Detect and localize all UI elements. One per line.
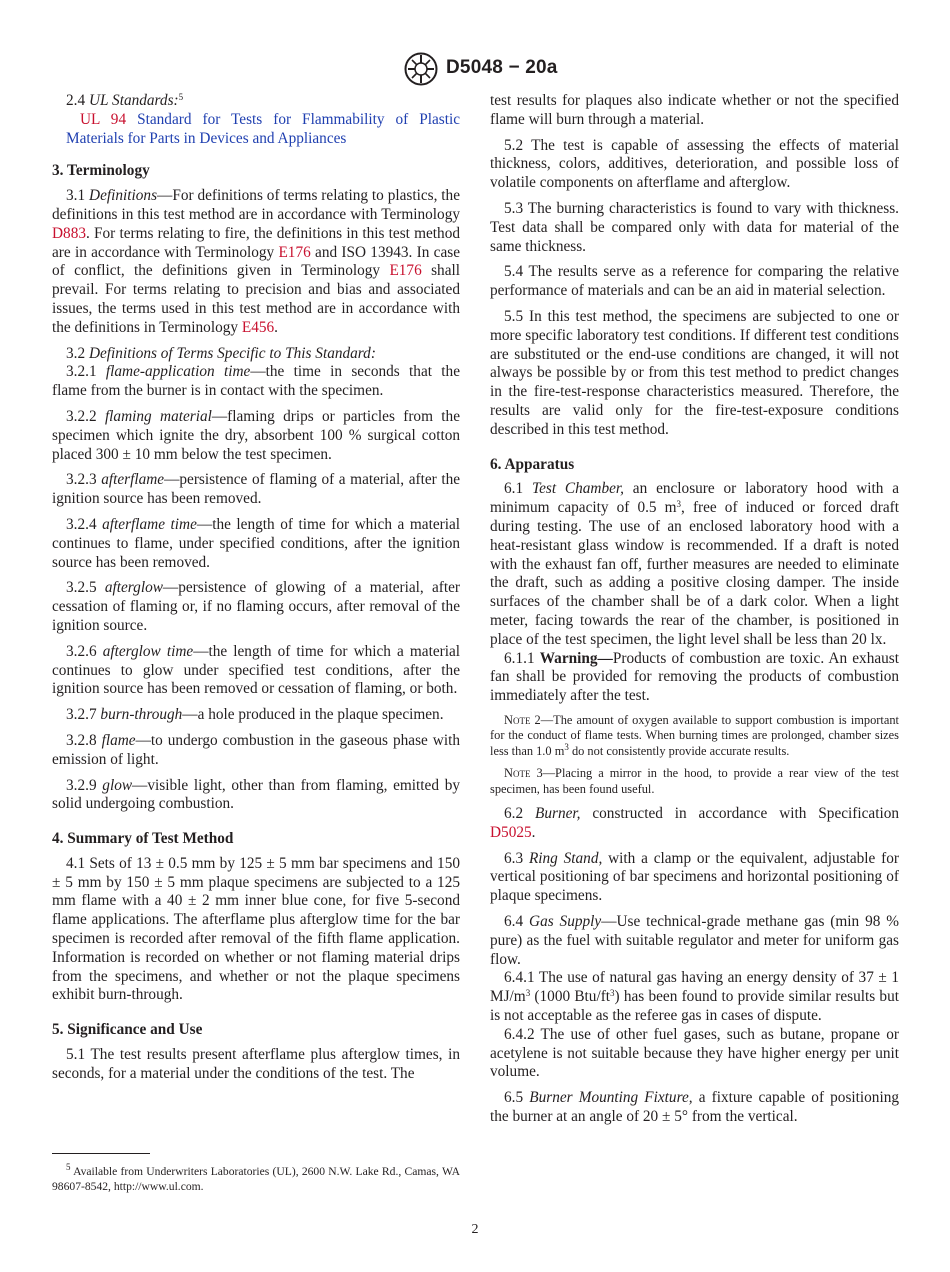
section-5-3: 5.3 The burning characteristics is found to vary with thickness. Test data shall be compared only with data for material of the same thickness. [490, 199, 899, 255]
section-5-1: 5.1 The test results present afterflame plus afterglow times, in seconds, for a material under the conditions of the test. The [52, 1046, 460, 1082]
ref-d5025-link[interactable]: D5025 [490, 823, 532, 841]
definition-3-2-3: 3.2.3 afterflame—persistence of flaming of a material, after the ignition source has been removed. [52, 471, 461, 508]
section-2-4: 2.4 UL Standards:$^5$ [66, 92, 184, 109]
ref-e176-link-2[interactable]: E176 [389, 262, 422, 280]
right-column [490, 92, 899, 1134]
footnote-5: $^5$ Available from Underwriters Laboratories (UL), 2600 N.W. Lake Rd., Camas, WA 98607-8542, http://www.ul.com. [52, 1162, 460, 1193]
ul94-title-link[interactable]: Standard for Tests for Flammability of Plastic Materials for Parts in Devices and Appliances [66, 110, 460, 147]
section-3-1: 3.1 Definitions—For definitions of terms relating to plastics, the definitions in this test method are in accordance with Terminology D883. For terms relating to fire, the definitions in this test method are in accordance with Terminology E176 and ISO 13943. In case of conflict, the definitions given in Terminology E176 shall prevail. For terms relating to precision and bias and associated issues, the terms used in this test method are in accordance with the definitions in Terminology E456. [52, 187, 460, 336]
section-5-4: 5.4 The results serve as a reference for comparing the relative performance of materials and can be an aid in material selection. [490, 263, 899, 300]
note-3: Note 3—Placing a mirror in the hood, to provide a rear view of the test specimen, has been found useful. [490, 766, 900, 796]
note-2: Note 2—The amount of oxygen available to support combustion is important for the conduct of flame tests. When burning times are prolonged, chamber sizes less than 1.0 $m^3$ do not consistently provide accurate results. [490, 712, 899, 758]
section-6-2: 6.2 Burner, constructed in accordance with Specification D5025. [490, 804, 899, 841]
section-5-2: 5.2 The test is capable of assessing the effects of material thickness, colors, additives, deterioration, and possible loss of volatile components on afterflame and afterglow. [490, 136, 899, 192]
ul94-code-link[interactable]: UL 94 [80, 110, 127, 128]
ul94-reference[interactable] [52, 111, 460, 149]
footnote-divider [52, 1153, 150, 1154]
section-6-5: 6.5 Burner Mounting Fixture, a fixture capable of positioning the burner at an angle of 20 ± 5° from the vertical. [490, 1089, 899, 1125]
astm-logo-icon [404, 52, 438, 86]
page-number: 2 [471, 1222, 479, 1237]
section-5-heading: 5. Significance and Use [52, 1021, 203, 1039]
section-6-4-1: 6.4.1 The use of natural gas having an energy density of 37 ± 1 $MJ/m^3$ (1000 Btu/$ft^3$) has been found to provide similar results but is not acceptable as the referee gas in cases of dispute. [490, 969, 899, 1024]
definition-3-2-4: 3.2.4 afterflame time—the length of time for which a material continues to flame, under specified conditions, after the ignition source has been removed. [52, 515, 460, 571]
ref-e176-link[interactable]: E176 [278, 243, 311, 261]
section-4-1: 4.1 Sets of 13 ± 0.5 mm by 125 ± 5 mm bar specimens and 150 ± 5 mm by 150 ± 5 mm plaque specimens are subjected to a 125 mm flame with a 40 ± 2 mm inner blue cone, for five 5-second flame applications. The afterflame plus afterglow time for the bar specimen is recorded after removal of the fifth flame application. Information is recorded on whether or not flaming material drips from the specimens, and whether or not the plaque specimens exhibit burn-through. [52, 854, 460, 1004]
definition-3-2-9: 3.2.9 glow—visible light, other than from flaming, emitted by solid undergoing combustion. [52, 776, 460, 813]
section-5-5: 5.5 In this test method, the specimens are subjected to one or more specific laboratory test conditions. If different test conditions are substituted or the end-use conditions are changed, it will not always be possible by or from this test method to predict changes in the fire-test-response characteristics measured. Therefore, the results are valid only for the fire-test-exposure conditions described in this test method. [490, 307, 899, 438]
section-6-1: 6.1 Test Chamber, an enclosure or laboratory hood with a minimum capacity of 0.5 $m^3$, free of induced or forced draft during testing. The use of an enclosed laboratory hood with a heat-resistant glass window is recommended. If a draft is noted with the exhaust fan off, further measures are needed to eliminate the draft, such as adding a positive closing damper. The inside surfaces of the chamber shall be of a dark color. When a light meter, facing towards the rear of the chamber, is positioned in place of the test specimen, the light level shall be less than 20 lx. [490, 480, 900, 648]
section-4-heading: 4. Summary of Test Method [52, 830, 234, 848]
section-6-1-1: 6.1.1 Warning—Products of combustion are toxic. An exhaust fan shall be provided for removing the products of combustion immediately after the test. [490, 649, 899, 705]
section-6-4-2: 6.4.2 The use of other fuel gases, such as butane, propane or acetylene is not suitable because they have higher energy per unit volume. [490, 1025, 899, 1081]
document-designation: D5048 − 20a [446, 57, 558, 78]
definition-3-2-2: 3.2.2 flaming material—flaming drips or particles from the specimen which ignite the dry, absorbent 100 % surgical cotton placed 300 ± 10 mm below the test specimen. [52, 407, 460, 463]
page-header [0, 52, 950, 86]
definition-3-2-6: 3.2.6 afterglow time—the length of time for which a material continues to glow under specified test conditions, after the ignition source has been removed or cessation of flaming, or both. [52, 642, 461, 698]
definition-3-2-7: 3.2.7 burn-through—a hole produced in the plaque specimen. [66, 706, 444, 724]
ref-e456-link[interactable]: E456 [241, 318, 275, 336]
section-5-1-continued: test results for plaques also indicate whether or not the specified flame will burn through a material. [490, 92, 899, 128]
left-column [52, 92, 460, 1091]
section-6-3: 6.3 Ring Stand, with a clamp or the equivalent, adjustable for vertical positioning of bar specimens and horizontal positioning of plaque specimens. [490, 849, 899, 905]
definition-3-2-5: 3.2.5 afterglow—persistence of glowing of a material, after cessation of flaming or, if no flaming occurs, after removal of the ignition source. [52, 579, 460, 634]
section-3-heading: 3. Terminology [52, 162, 150, 180]
definition-3-2-1: 3.2.1 flame-application time—the time in seconds that the flame from the burner is in contact with the specimen. [52, 363, 460, 400]
section-6-heading: 6. Apparatus [490, 455, 575, 473]
section-6-4: 6.4 Gas Supply—Use technical-grade methane gas (min 98 % pure) as the fuel with suitable regulator and meter for uniform gas flow. [490, 912, 899, 968]
definition-3-2-8: 3.2.8 flame—to undergo combustion in the gaseous phase with emission of light. [52, 731, 460, 768]
section-3-2: 3.2 Definitions of Terms Specific to This Standard: [66, 344, 376, 362]
ref-d883-link[interactable]: D883 [52, 224, 86, 242]
